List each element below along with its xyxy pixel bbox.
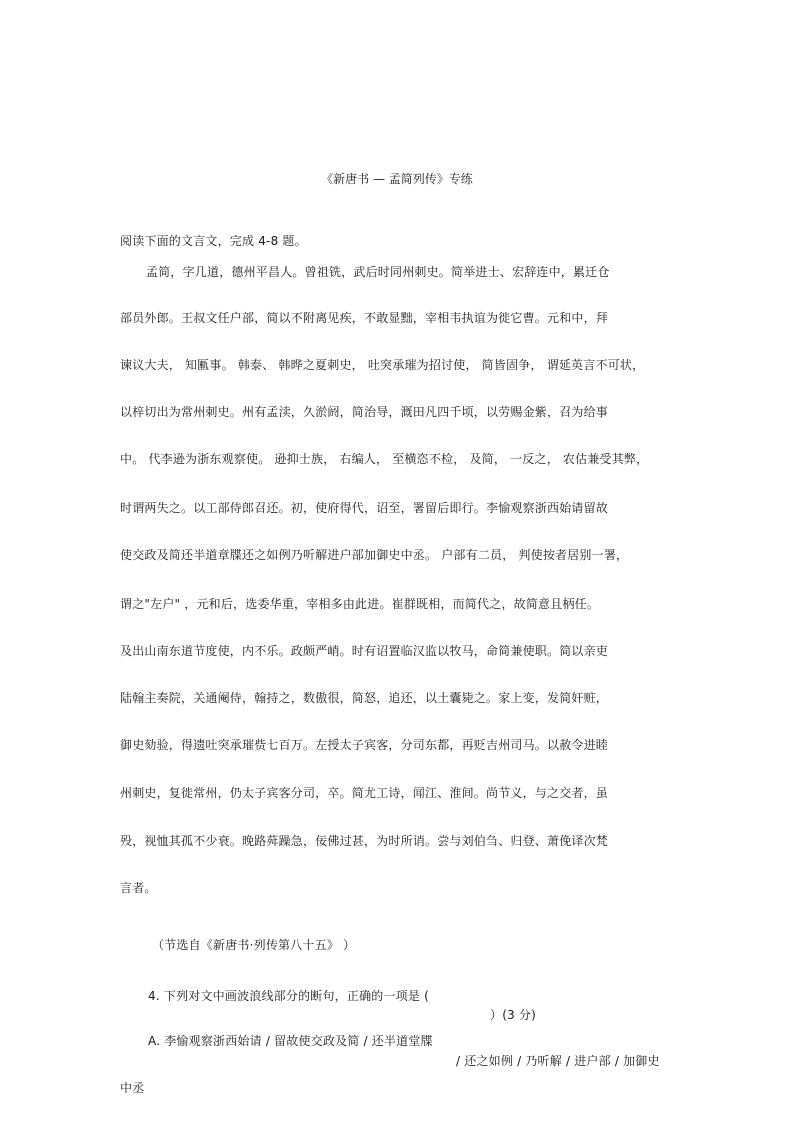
source-note: （节选自《新唐书·列传第八十五》 ） [152, 938, 356, 952]
paragraph-line: 使交政及简还半道章牒还之如例乃听解进户部加御史中丞。 户部有二员， 判使按者居别一署， [120, 548, 629, 562]
paragraph-line: 及出山南东道节度使，内不乐。政颇严峭。时有诏置临汉监以牧马，命简兼使职。简以亲吏 [120, 644, 609, 658]
paragraph-line: 殁，视恤其孤不少衰。晚路荈躁急，佞佛过甚，为时所诮。尝与刘伯刍、归登、萧俛译次梵 [120, 834, 609, 848]
option-a-text: A. 李愉观察浙西始请 / 留故使交政及简 / 还半道堂牒 [148, 1034, 433, 1048]
paragraph-line: 谓之"左户" ，元和后，选委华重，宰相多由此进。崔群既相，而简代之，故简意且柄任。 [120, 597, 600, 611]
paragraph-line: 御史劾验，得遗吐突承璀赀七百万。左授太子宾客，分司东都，再贬吉州司马。以赦令进睦 [120, 738, 609, 752]
paragraph-line: 州刺史，复徙常州，仍太子宾客分司，卒。简尤工诗，闻江、淮间。尚节义，与之交者，虽 [120, 786, 609, 800]
paragraph-line: 以梓切出为常州刺史。州有孟渎，久淤阏，简治导，溉田凡四千顷，以劳赐金紫，召为给事 [120, 405, 609, 419]
question-stem: 4. 下列对文中画波浪线部分的断句，正确的一项是 ( [148, 989, 429, 1003]
question-score: ）(3 分) [490, 1008, 537, 1022]
instruction-text: 阅读下面的文言文，完成 4-8 题。 [120, 234, 307, 248]
paragraph-line: 孟简，字几道，德州平昌人。曾祖铣，武后时同州刺史。简举进士、宏辞连中，累迁仓 [146, 265, 610, 279]
paragraph-line: 时谓两失之。以工部侍郎召还。初，使府得代，诏至，署留后即行。李愉观察浙西始请留故 [120, 501, 609, 515]
option-a-text-end: 中丞 [120, 1081, 145, 1095]
option-a-text-continued: / 还之如例 / 乃听解 / 进户部 / 加御史 [456, 1054, 660, 1068]
paragraph-line: 谏议大夫， 知匭事。 韩泰、 韩晔之夏刺史， 吐突承璀为招讨使， 简皆固争， 谓延英言不可状， [120, 358, 645, 372]
paragraph-line: 部员外郎。王叔文任户部，简以不附离见疾，不敢显黜，宰相韦执谊为徙它曹。元和中，拜 [120, 311, 609, 325]
paragraph-line: 陆翰主奏院，关通阉侍，翰持之，数傲很，简怒，追还，以土囊毙之。家上变，发简奸赃， [120, 691, 609, 705]
paragraph-line: 言者。 [120, 881, 157, 895]
document-title: 《新唐书 — 孟简列传》专练 [321, 172, 473, 186]
paragraph-line: 中。 代李逊为浙东观察使。 逊抑士族， 右编人， 至横恣不检， 及简， 一反之， 农估兼受其弊， [120, 452, 649, 466]
